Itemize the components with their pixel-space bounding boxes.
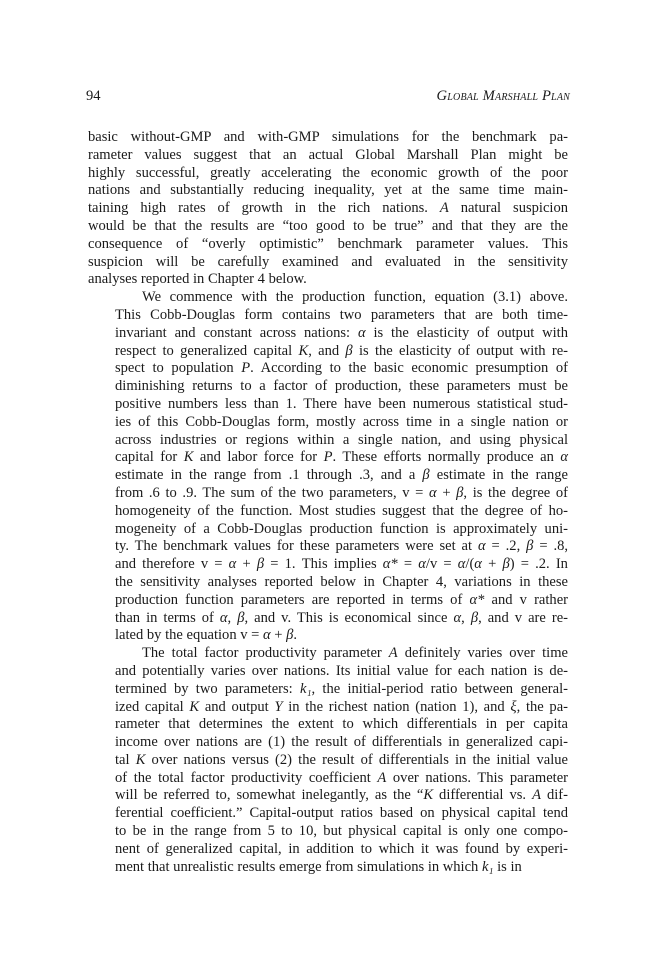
text-line: nations and substantially reducing inequality, yet at the same time main- — [88, 182, 568, 199]
text-line: across industries or regions within a single nation, and using physical — [115, 431, 568, 448]
text-line: of the total factor productivity coefficient A over nations. This parameter — [115, 769, 569, 786]
text-line: rameter that determines the extent to which differentials in per capita — [115, 716, 568, 733]
text-line: tal K over nations versus (2) the result of differentials in the initial value — [115, 751, 568, 768]
text-line: would be that the results are “too good to be true” and that they are the — [88, 217, 568, 234]
text-line: taining high rates of growth in the rich nations. A natural suspicion — [88, 200, 568, 217]
text-line: production function parameters are reported in terms of α* and v rather — [115, 591, 568, 608]
text-line: rameter values suggest that an actual Global Marshall Plan might be — [88, 146, 568, 163]
text-line: highly successful, greatly accelerating the economic growth of the poor — [88, 164, 568, 181]
text-line: homogeneity of the function. Most studies suggest that the degree of ho- — [115, 502, 568, 519]
text-line: basic without-GMP and with-GMP simulations for the benchmark pa- — [88, 129, 568, 145]
text-line: and potentially varies over nations. Its initial value for each nation is de- — [115, 662, 568, 679]
text-line: ies of this Cobb-Douglas form, mostly across time in a single nation or — [115, 413, 568, 430]
text-line: ment that unrealistic results emerge from simulations in which k₁ is in — [115, 858, 522, 875]
text-line: the sensitivity analyses reported below in Chapter 4, variations in these — [115, 573, 568, 590]
text-line: from .6 to .9. The sum of the two parameters, v = α + β, is the degree of — [115, 484, 568, 501]
text-line: This Cobb-Douglas form contains two parameters that are both time- — [115, 306, 568, 323]
text-line: ferential coefficient.” Capital-output ratios based on physical capital tend — [115, 805, 568, 822]
text-line: suspicion will be carefully examined and evaluated in the sensitivity — [88, 253, 568, 270]
paragraph-1 — [88, 129, 568, 289]
text-line: termined by two parameters: k₁, the initial-period ratio between general- — [115, 680, 568, 697]
text-line: consequence of “overly optimistic” benchmark parameter values. This — [88, 235, 568, 252]
text-line: to be in the range from 5 to 10, but physical capital is only one compo- — [115, 823, 568, 840]
text-line: estimate in the range from .1 through .3, and a β estimate in the range — [115, 467, 568, 484]
paragraph-2 — [88, 289, 568, 645]
text-line: analyses reported in Chapter 4 below. — [88, 271, 307, 288]
text-line: income over nations are (1) the result of differentials in generalized capi- — [115, 734, 568, 751]
text-line: spect to population P. According to the basic economic presumption of — [115, 360, 568, 377]
text-line: ty. The benchmark values for these parameters were set at α = .2, β = .8, — [115, 538, 568, 555]
text-line: nent of generalized capital, in addition to which it was found by experi- — [115, 840, 568, 857]
text-line: invariant and constant across nations: α is the elasticity of output with — [115, 324, 568, 341]
running-head: Global Marshall Plan — [436, 88, 570, 104]
text-line: mogeneity of a Cobb-Douglas production function is approximately uni- — [115, 520, 568, 537]
text-line: The total factor productivity parameter A definitely varies over time — [142, 645, 568, 662]
page-header — [86, 88, 570, 108]
text-line: respect to generalized capital K, and β is the elasticity of output with re- — [115, 342, 569, 359]
page-number: 94 — [86, 88, 101, 104]
text-line: and therefore v = α + β = 1. This implies α* = α/v = α/(α + β) = .2. In — [115, 556, 568, 573]
text-line: than in terms of α, β, and v. This is economical since α, β, and v are re- — [115, 609, 569, 626]
text-line: positive numbers less than 1. There have been numerous statistical stud- — [115, 395, 568, 412]
paragraph-3 — [88, 645, 568, 876]
text-line: We commence with the production function, equation (3.1) above. — [142, 289, 568, 306]
text-line: will be referred to, somewhat inelegantly, as the “K differential vs. A dif- — [115, 787, 568, 804]
text-line: diminishing returns to a factor of production, these parameters must be — [115, 378, 568, 395]
body-text — [88, 129, 568, 876]
text-line: lated by the equation v = α + β. — [115, 627, 298, 644]
text-line: capital for K and labor force for P. These efforts normally produce an α — [115, 449, 568, 466]
text-line: ized capital K and output Y in the richest nation (nation 1), and ξ, the pa- — [115, 698, 569, 715]
